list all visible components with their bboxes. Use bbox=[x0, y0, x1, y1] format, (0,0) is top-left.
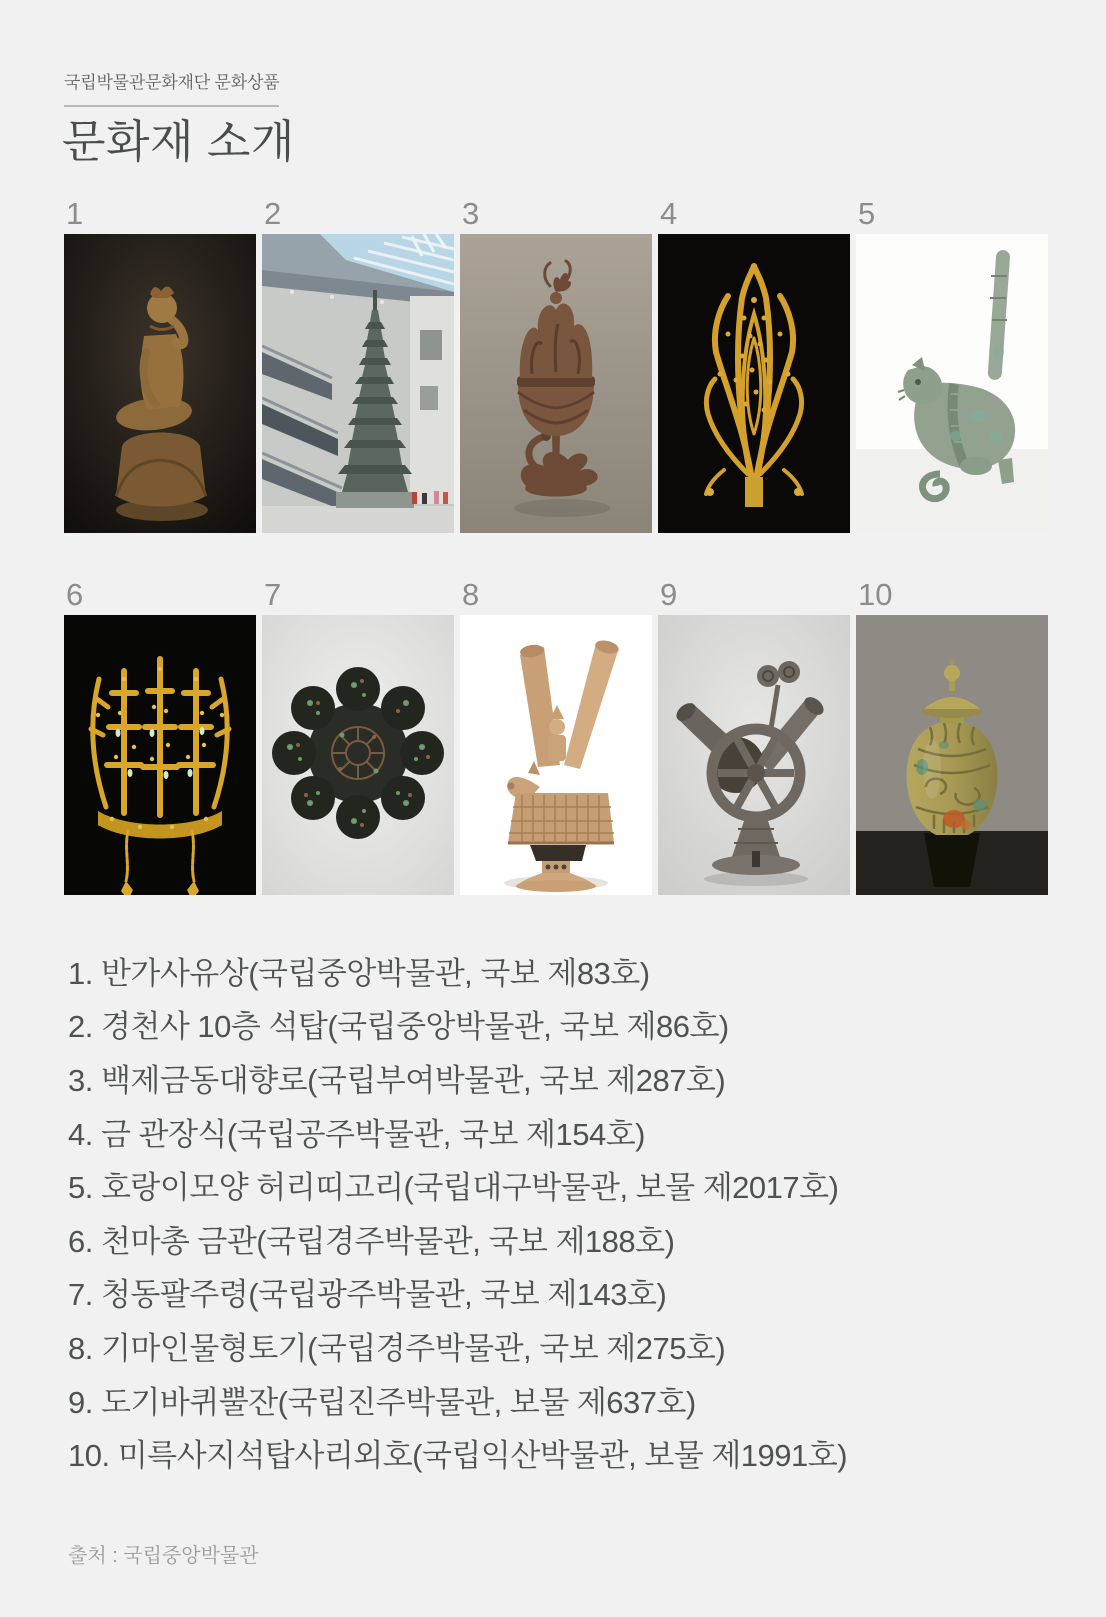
artifact-image-ten-story-pagoda bbox=[262, 234, 454, 533]
brand-eyebrow bbox=[64, 68, 279, 107]
artifact-image-pensive-bodhisattva bbox=[64, 234, 256, 533]
page-title: 문화재 소개 bbox=[62, 116, 295, 167]
artifact-number: 2 bbox=[264, 195, 282, 231]
artifact-card-4 bbox=[658, 194, 850, 533]
artifact-card-10 bbox=[856, 575, 1048, 895]
artifact-image-wheel-horn-cup bbox=[658, 615, 850, 895]
artifact-caption-6: 6. 천마총 금관(국립경주박물관, 국보 제188호) bbox=[68, 1223, 675, 1259]
artifact-number: 5 bbox=[858, 195, 876, 231]
artifact-caption-list bbox=[64, 947, 1050, 1483]
artifact-caption-4: 4. 금 관장식(국립공주박물관, 국보 제154호) bbox=[68, 1116, 645, 1152]
artifact-image-eight-bell-rattle bbox=[262, 615, 454, 895]
artifact-card-1 bbox=[64, 194, 256, 533]
artifact-image-gold-crown-ornament bbox=[658, 234, 850, 533]
brand-eyebrow-label: 국립박물관문화재단 문화상품 bbox=[64, 73, 280, 92]
artifact-caption-5: 5. 호랑이모양 허리띠고리(국립대구박물관, 보물 제2017호) bbox=[68, 1170, 839, 1206]
artifact-number: 8 bbox=[462, 576, 480, 612]
artifact-image-gold-crown bbox=[64, 615, 256, 895]
page-header bbox=[64, 0, 1050, 168]
artifact-number: 10 bbox=[858, 576, 893, 612]
source-note: 출처 : 국립중앙박물관 bbox=[68, 1544, 259, 1567]
artifact-card-6 bbox=[64, 575, 256, 895]
artifact-caption-9: 9. 도기바퀴뿔잔(국립진주박물관, 보물 제637호) bbox=[68, 1384, 696, 1420]
artifact-grid-row-1 bbox=[64, 194, 1050, 533]
artifact-caption-3: 3. 백제금동대향로(국립부여박물관, 국보 제287호) bbox=[68, 1062, 726, 1098]
artifact-caption-10: 10. 미륵사지석탑사리외호(국립익산박물관, 보물 제1991호) bbox=[68, 1438, 848, 1474]
artifact-card-2 bbox=[262, 194, 454, 533]
artifact-number: 6 bbox=[66, 576, 84, 612]
artifact-image-tiger-belt-buckle bbox=[856, 234, 1048, 533]
artifact-caption-1: 1. 반가사유상(국립중앙박물관, 국보 제83호) bbox=[68, 955, 650, 991]
artifact-number: 4 bbox=[660, 195, 678, 231]
artifact-caption-7: 7. 청동팔주령(국립광주박물관, 국보 제143호) bbox=[68, 1277, 667, 1313]
artifact-card-8 bbox=[460, 575, 652, 895]
artifact-image-horse-rider-vessel bbox=[460, 615, 652, 895]
artifact-caption-2: 2. 경천사 10층 석탑(국립중앙박물관, 국보 제86호) bbox=[68, 1009, 729, 1045]
artifact-number: 3 bbox=[462, 195, 480, 231]
artifact-grid-row-2 bbox=[64, 575, 1050, 895]
artifact-card-7 bbox=[262, 575, 454, 895]
artifact-card-9 bbox=[658, 575, 850, 895]
artifact-card-5 bbox=[856, 194, 1048, 533]
artifact-image-reliquary-jar bbox=[856, 615, 1048, 895]
artifact-number: 7 bbox=[264, 576, 282, 612]
artifact-number: 9 bbox=[660, 576, 678, 612]
artifact-image-incense-burner bbox=[460, 234, 652, 533]
artifact-caption-8: 8. 기마인물형토기(국립경주박물관, 국보 제275호) bbox=[68, 1330, 726, 1366]
artifact-number: 1 bbox=[66, 195, 84, 231]
artifact-card-3 bbox=[460, 194, 652, 533]
